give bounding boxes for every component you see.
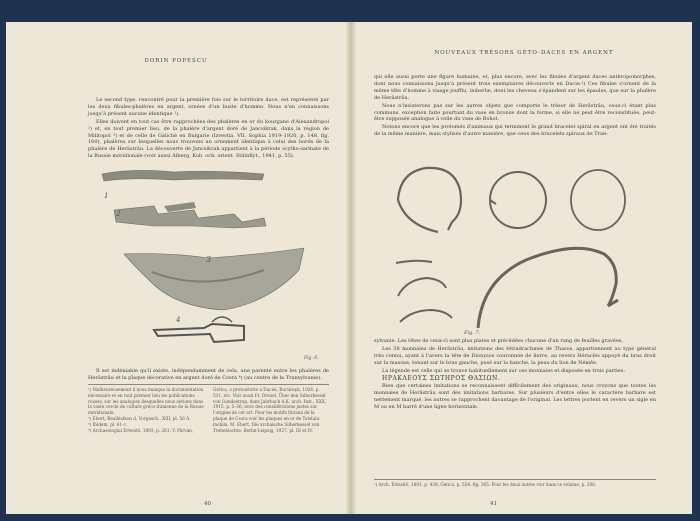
footnotes-column-1 <box>88 387 204 433</box>
after-figure-paragraph: Il est indéniable qu'il existe, indépendamment de cela, une parenté entre les phalères de Herăstrău et la plaque décorative en argent doré de Csora ⁴) (au centre de la Transylvanie). <box>88 368 329 381</box>
running-head-right: NOUVEAUX TRÉSORS GÉTO-DACES EN ARGENT <box>434 50 614 56</box>
right-paragraph-6: La légende est celle qui se trouve habituellement sur ces monnaies et disposée en trois parties: <box>382 367 625 374</box>
footnote-rule-right <box>374 479 656 480</box>
coin-legend-greek: ΗΡΑΚΛΕΟΥΣ ΣΩΤΗΡΟΣ ΘΑΣΙΩΝ. <box>382 374 501 382</box>
page-number-left: 40 <box>204 501 211 507</box>
running-head-left: DORIN POPESCU <box>144 58 208 64</box>
right-paragraph-7: Bien que certaines imitations se reconnaissent difficilement des originaux, nous croyons que toutes les monnaies de Herăstrău sont des imitations barbares. Sur plusieurs d'entre elles le caractère barbare est nettement marqué, les autres se rapprochent davantage de l'original. Les lettres portent en revers un sigle en M ou en M barré d'une ligne horizontale. <box>374 383 656 411</box>
book-spread <box>6 22 692 514</box>
figure-number-1: 1 <box>104 192 109 200</box>
right-paragraph-5: Les 58 monnaies de Herăstrău, imitations des tétradrachmes de Thasos, appartiennent au type général très connu, ayant à l'avers la tête de Dionysos couronnée de lierre, au revers Héraclès appuyé du bras droit sur la massue, tenant sur le bras gauche, posé sur la hanche, la peau du lion de Némée. <box>374 345 656 366</box>
right-paragraph-3: Notons encore que les protomés d'animaux qui terminent le grand bracelet spiral en argent ont été traités de la même manière, mais stylisés d'autre manière, que ceux des bracelets spiraux de Tran- <box>374 124 656 138</box>
left-intro-text <box>88 97 329 161</box>
footnote-1: ¹) Malheureusement il nous manque la documentation nécessaire et en tout premier lieu les publications russes, sur les analogies desquelles nous serions dans la vaste cercle de culture gréco-iranienne de la Russie méridionale. <box>88 387 204 416</box>
footnotes-column-2 <box>213 387 329 433</box>
footnote-right-1: ¹) Arch. Értesitö, 1891, p. 438; Getica, p. 554, fig. 365. Pour les deux autres voir dans ce volume, p. 268. <box>374 482 597 487</box>
figure-number-4: 4 <box>176 316 181 324</box>
right-paragraph-1: qui elle aussi porte une figure humaine, et, plus encore, avec les fibules d'argent daces anthropomorphes, dont nous connaissons jusqu'à présent trois exemplaires découverts en Dacie.¹) Ces fibules s'ornent de la même tête d'homme à visage joufflu, imberbe, dont les cheveux s'épandent sur les épaules, que sur la phalère de Herăstrău. <box>374 74 656 101</box>
footnotes-right <box>374 482 656 488</box>
left-page <box>6 22 346 514</box>
figure-6-caption: Fig. 6. <box>304 356 319 361</box>
page-number-right: 41 <box>490 501 497 507</box>
intro-paragraph-2: Elles doivent en tout cas être rapprochées des phalères en or du kourgane d'Alexandropol ²) et, en tout premier lieu, de la phalère d'argent doré de Jancsikrak, dans la région de Militopol ³) et de celle de Galiché en Bulgarie (Izvestia, VII, Sophia 1919–1920, p. 148, fig. 160), phalères sur lesquelles nous trouvons un ornement identique à celui des bords de la phalère de Herăstrău. La découverte de Jancsikrak appartient à la période scytho-sarmate de la Russie méridionale (voir aussi Alberg, Kob. och. orient. Stilinflyt., 1941, p. 55). <box>88 118 329 160</box>
right-paragraph-2: Nous n'insisterons pas sur les autres objets que comporte le trésor de Herăstrău, ceux-ci étant plus communs, exception faite pourtant du vase en bronze dont la forme, si elle ne peut être reconstituée, peut-être supposée analogue à celle du vase de Bohot. <box>374 102 656 123</box>
book-gutter <box>346 22 356 514</box>
right-bottom-text <box>374 338 656 412</box>
right-page <box>356 22 692 514</box>
footnote-3: ³) Ibidem, pl. 61 c. <box>88 421 128 427</box>
intro-paragraph-1: Le second type, rencontré pour la première fois sur le territoire dace, est représenté par les deux fibules-phalères en argent, ornées d'un buste d'homme. Nous n'en connaissons jusqu'à présent aucune identique ¹). <box>88 97 329 117</box>
figure-7-image <box>386 160 664 338</box>
right-paragraph-4: sylvanie. Les têtes de ceux-ci sont plus plates et précédées chacune d'un rang de feuilles gravées. <box>374 338 623 344</box>
figure-6-image <box>94 162 329 362</box>
footnote-4: ⁴) Archaeologiai Értesitö, 1893, p. 261; V. Pârvan, <box>88 427 194 433</box>
left-after-figure-text <box>88 368 329 383</box>
footnote-4-cont: Getica, o protoistorie a Daciei, Bucureşti, 1926, p. 531, etc. Voir aussi Fr. Drexel, Über den Silberkessel von Gundestrup, dans Jahrbuch d.K. arch. Inst., XXX, 1915, p. 5–36, avec des considérations justes sur l'origine de cet art. Pour les motifs floraux de la plaque de Csora voir les plaques en or de Tolstaïa-mohila, M. Ebert, Die archaische Silberkessel von Trebenischte, Berlin-Leipzig, 1927, pl. III et IV. <box>213 387 327 433</box>
right-top-text <box>374 74 656 139</box>
figure-number-2: 2 <box>116 210 121 218</box>
footnote-rule-left <box>88 384 329 385</box>
footnote-2: ²) Ebert, Realléxikon d. Vorgesch., XIII, pl. 56 A. <box>88 415 191 421</box>
figure-7-caption: Fig. 7. <box>464 330 481 336</box>
figure-number-3: 3 <box>206 255 212 264</box>
